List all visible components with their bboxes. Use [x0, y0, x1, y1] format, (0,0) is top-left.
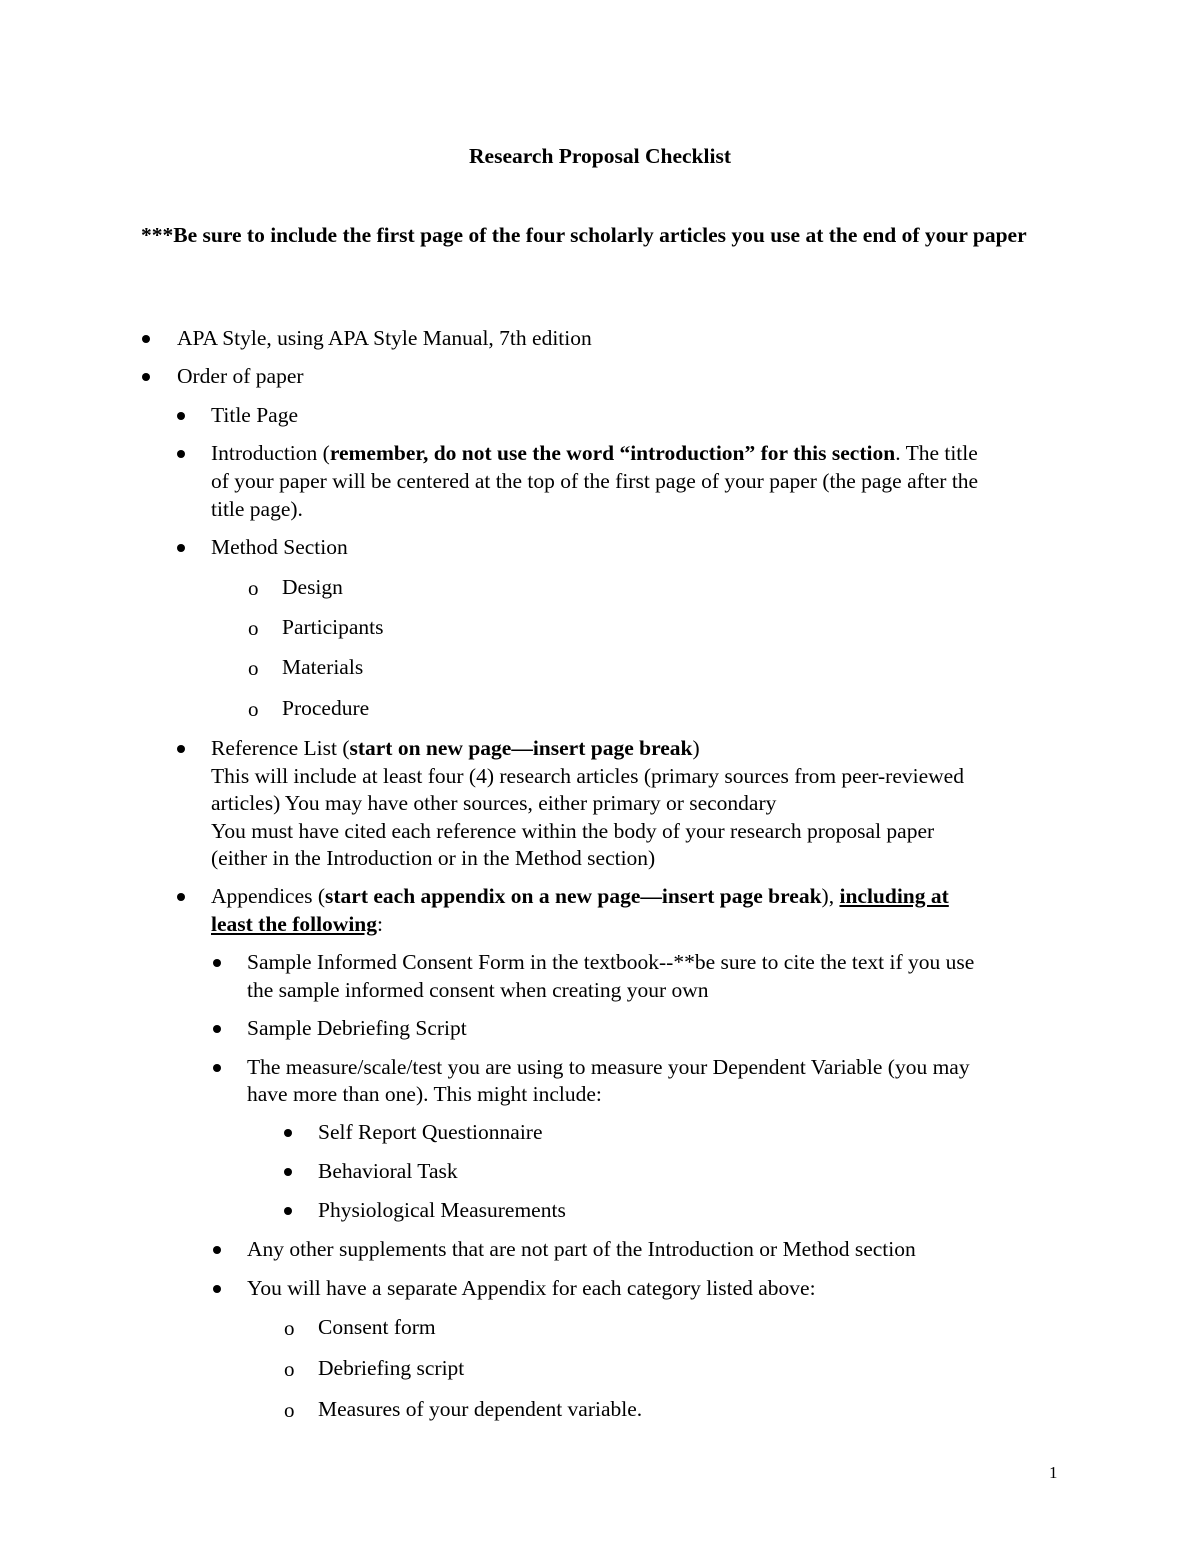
bullet-icon — [284, 1207, 292, 1215]
list-item-measure-line2: have more than one). This might include: — [247, 1082, 602, 1106]
reference-detail-line2: This will include at least four (4) research articles (primary sources from peer-reviewed — [211, 764, 964, 788]
bullet-icon — [213, 1285, 221, 1293]
reference-detail-line3: articles) You may have other sources, either primary or secondary — [211, 791, 777, 815]
list-item-participants: Participants — [282, 615, 384, 639]
page-title: Research Proposal Checklist — [469, 144, 731, 168]
bullet-icon — [284, 1129, 292, 1137]
list-item-measure: The measure/scale/test you are using to measure your Dependent Variable (you may — [247, 1055, 970, 1079]
bullet-icon — [177, 745, 185, 753]
circle-marker-icon: o — [248, 656, 259, 680]
bullet-icon — [142, 373, 150, 381]
list-item-debriefing: Sample Debriefing Script — [247, 1016, 467, 1040]
circle-marker-icon: o — [248, 697, 259, 721]
list-item-order: Order of paper — [177, 364, 304, 388]
list-item-debriefing-script: Debriefing script — [318, 1356, 465, 1380]
reference-emphasis: start on new page—insert page break — [349, 736, 693, 760]
list-item-separate-appendix: You will have a separate Appendix for each category listed above: — [247, 1276, 816, 1300]
bullet-icon — [213, 1246, 221, 1254]
list-item-appendices: Appendices (start each appendix on a new page—insert page break), including at — [211, 884, 949, 908]
circle-marker-icon: o — [284, 1398, 295, 1422]
list-item-procedure: Procedure — [282, 696, 370, 720]
bullet-icon — [213, 1064, 221, 1072]
list-item-consent-form: Consent form — [318, 1315, 436, 1339]
list-item-introduction-line3: title page). — [211, 497, 303, 521]
bullet-icon — [142, 335, 150, 343]
bullet-icon — [177, 893, 185, 901]
list-item-consent-line2: the sample informed consent when creating your own — [247, 978, 709, 1002]
list-item-title-page: Title Page — [211, 403, 299, 427]
list-item-other-supplements: Any other supplements that are not part of the Introduction or Method section — [247, 1237, 916, 1261]
bullet-icon — [213, 959, 221, 967]
list-item-consent: Sample Informed Consent Form in the textbook--**be sure to cite the text if you use — [247, 950, 975, 974]
list-item-self-report: Self Report Questionnaire — [318, 1120, 543, 1144]
bullet-icon — [177, 450, 185, 458]
bullet-icon — [213, 1025, 221, 1033]
list-item-reference-list: Reference List (start on new page—insert page break) — [211, 736, 700, 760]
circle-marker-icon: o — [248, 576, 259, 600]
list-item-physiological: Physiological Measurements — [318, 1198, 566, 1222]
reference-detail-line4: You must have cited each reference within the body of your research proposal paper — [211, 819, 935, 843]
bullet-icon — [284, 1168, 292, 1176]
appendices-emphasis: start each appendix on a new page—insert page break — [325, 884, 822, 908]
circle-marker-icon: o — [248, 616, 259, 640]
list-item-measures-dv: Measures of your dependent variable. — [318, 1397, 643, 1421]
list-item-behavioral: Behavioral Task — [318, 1159, 458, 1183]
list-item-materials: Materials — [282, 655, 364, 679]
circle-marker-icon: o — [284, 1316, 295, 1340]
introduction-emphasis: remember, do not use the word “introduction” for this section — [329, 441, 896, 465]
page-number: 1 — [1049, 1463, 1058, 1482]
bullet-icon — [177, 412, 185, 420]
appendices-underline-cont: least the following — [211, 912, 378, 936]
reference-detail-line5: (either in the Introduction or in the Method section) — [211, 846, 656, 870]
list-item-introduction: Introduction (remember, do not use the word “introduction” for this section. The title — [211, 441, 978, 465]
list-item-introduction-line2: of your paper will be centered at the top of the first page of your paper (the page after the — [211, 469, 979, 493]
circle-marker-icon: o — [284, 1357, 295, 1381]
list-item-design: Design — [282, 575, 343, 599]
list-item-apa: APA Style, using APA Style Manual, 7th edition — [177, 326, 592, 350]
list-item-method: Method Section — [211, 535, 348, 559]
important-note: ***Be sure to include the first page of the four scholarly articles you use at the end of your paper — [141, 223, 1027, 247]
appendices-underline: including at — [839, 884, 949, 908]
bullet-icon — [177, 544, 185, 552]
list-item-appendices-line2: least the following: — [211, 912, 384, 936]
